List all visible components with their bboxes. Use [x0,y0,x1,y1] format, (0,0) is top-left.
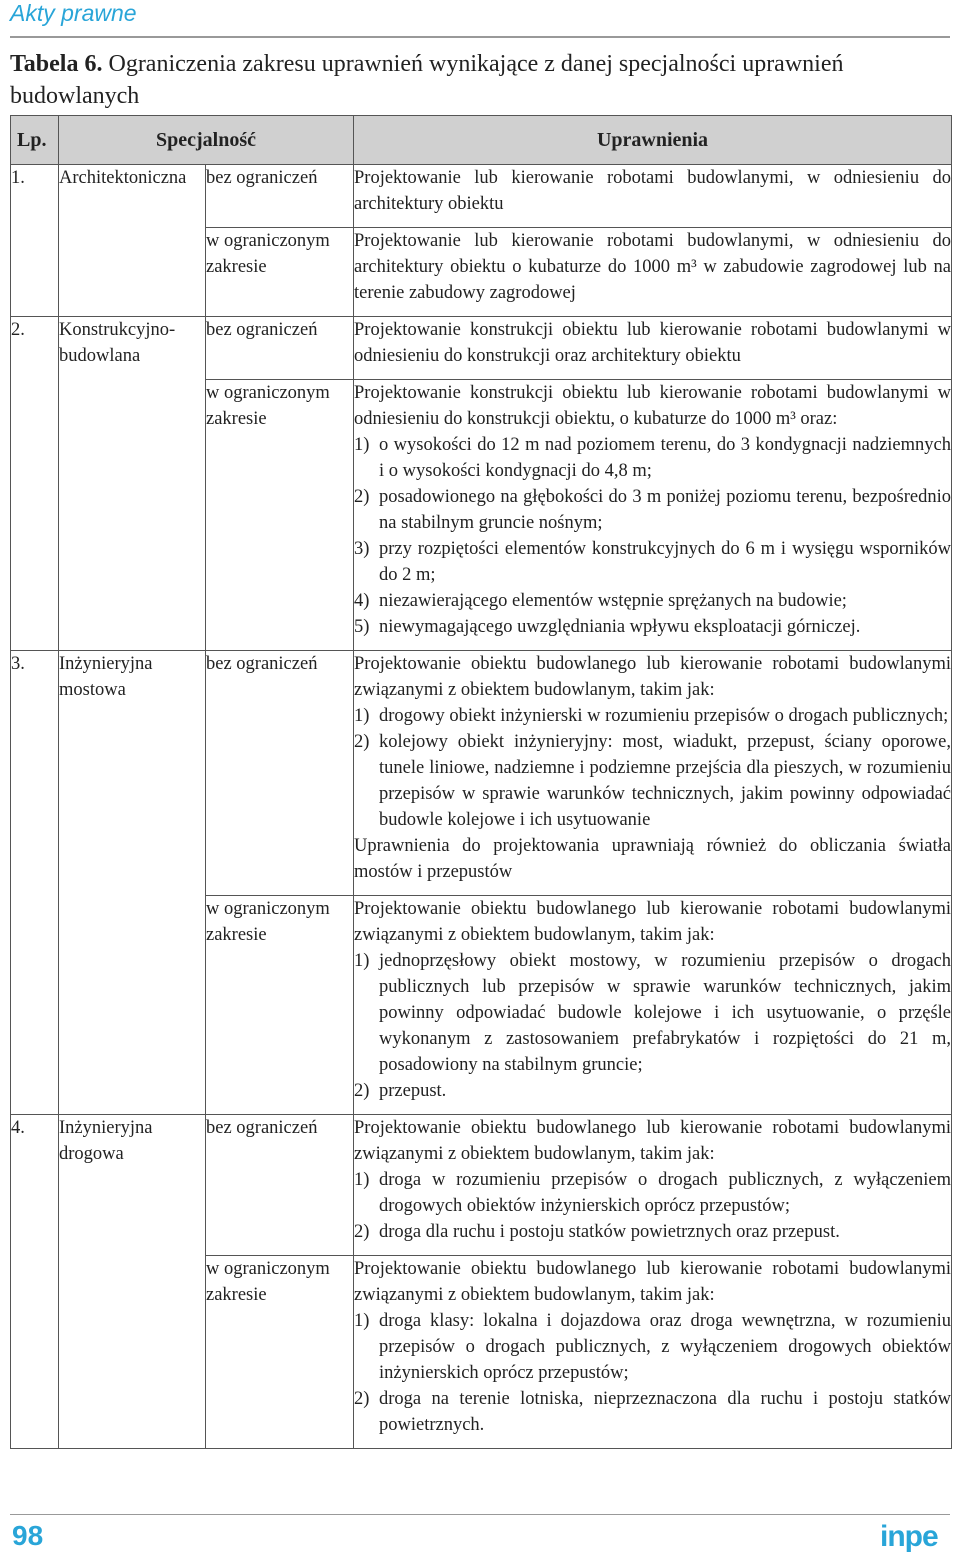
item-number: 1) [354,1311,370,1331]
permission-item [354,948,951,1078]
scope-label: w ograniczonym zakresie [206,231,330,277]
item-number: 1) [354,951,370,971]
permission-text: Projektowanie lub kierowanie robotami budowlanymi, w odniesieniu do architektury obiektu o kubaturze do 1000 m³ w zabudowie zagrodowej lub na terenie zabudowy zagrodowej [354,231,951,303]
permission-item [354,1308,951,1386]
permission-description [354,1115,952,1256]
table-caption-label: Tabela 6. [10,51,103,77]
table-row [11,165,952,228]
permission-text: Projektowanie lub kierowanie robotami budowlanymi, w odniesieniu do architektury obiektu [354,168,951,214]
permission-text: Projektowanie obiektu budowlanego lub kierowanie robotami budowlanymi związanymi z obiektem budowlanym, takim jak: [354,1259,951,1305]
item-number: 2) [354,732,370,752]
scope-cell [206,1256,354,1449]
permission-description [354,1256,952,1449]
permissions-table [10,115,952,1449]
permission-item [354,1167,951,1219]
permission-items [354,703,951,833]
item-number: 2) [354,1081,370,1101]
permission-item [354,703,951,729]
page-number: 98 [12,1520,44,1551]
item-text: kolejowy obiekt inżynieryjny: most, wiadukt, przepust, ściany oporowe, tunele liniowe, nadziemne i podziemne przejścia dla pieszych, w rozumieniu przepisów w sprawie warunków technicznych, jakim powinny odpowiadać budowle kolejowe i ich usytuowanie [379,732,951,830]
footer-divider [10,1514,950,1515]
permission-description [354,651,952,896]
permission-items [354,1308,951,1448]
permission-description [354,896,952,1115]
scope-label: bez ograniczeń [206,654,318,674]
scope-cell [206,380,354,651]
item-number: 2) [354,1222,370,1242]
permission-items [354,948,951,1114]
item-number: 1) [354,706,370,726]
publisher-logo: inpe [880,1520,938,1553]
table-caption [10,48,950,112]
permission-item [354,432,951,484]
specialty-name: Architektoniczna [59,165,206,317]
permission-item [354,536,951,588]
permission-description [354,317,952,380]
item-number: 1) [354,1170,370,1190]
section-title: Akty prawne [10,0,137,26]
permission-items [354,432,951,650]
scope-cell [206,165,354,228]
table-row [11,1115,952,1256]
scope-cell [206,317,354,380]
scope-label: bez ograniczeń [206,320,318,340]
scope-cell [206,228,354,317]
item-text: droga w rozumieniu przepisów o drogach publicznych, z wyłączeniem drogowych obiektów inżynierskich oprócz przepustów; [379,1170,951,1216]
permission-item [354,1386,951,1438]
item-text: droga klasy: lokalna i dojazdowa oraz droga wewnętrzna, w rozumieniu przepisów o drogach publicznych, z wyłączeniem drogowych obiektów inżynierskich oprócz przepustów; [379,1311,951,1383]
permission-text: Projektowanie obiektu budowlanego lub kierowanie robotami budowlanymi związanymi z obiektem budowlanym, takim jak: [354,899,951,945]
table-row [11,651,952,896]
item-number: 4) [354,591,370,611]
permission-text: Projektowanie konstrukcji obiektu lub kierowanie robotami budowlanymi w odniesieniu do konstrukcji obiektu, o kubaturze do 1000 m³ oraz: [354,383,951,429]
permission-item [354,729,951,833]
column-header-uprawnienia: Uprawnienia [354,116,952,165]
row-number: 1. [11,165,59,317]
row-number: 3. [11,651,59,1115]
item-text: niezawierającego elementów wstępnie sprężanych na budowie; [379,591,847,611]
permission-items [354,1167,951,1255]
permission-item [354,588,951,614]
column-header-lp: Lp. [11,116,59,165]
scope-label: w ograniczonym zakresie [206,383,330,429]
table-caption-text: Ograniczenia zakresu uprawnień wynikające z danej specjalności uprawnień budowlanych [10,51,844,109]
permission-item [354,1078,951,1104]
table-body [11,165,952,1449]
item-number: 2) [354,1389,370,1409]
permission-item [354,1219,951,1245]
item-number: 1) [354,435,370,455]
permission-description [354,380,952,651]
permission-item [354,484,951,536]
item-number: 3) [354,539,370,559]
table-row [11,317,952,380]
scope-label: bez ograniczeń [206,1118,318,1138]
scope-cell [206,651,354,896]
permission-text: Projektowanie obiektu budowlanego lub kierowanie robotami budowlanymi związanymi z obiektem budowlanym, takim jak: [354,654,951,700]
permission-text: Projektowanie obiektu budowlanego lub kierowanie robotami budowlanymi związanymi z obiektem budowlanym, takim jak: [354,1118,951,1164]
row-number: 2. [11,317,59,651]
column-header-spec: Specjalność [59,116,354,165]
permission-text: Projektowanie konstrukcji obiektu lub kierowanie robotami budowlanymi w odniesieniu do konstrukcji oraz architektury obiektu [354,320,951,366]
item-text: droga dla ruchu i postoju statków powietrznych oraz przepust. [379,1222,840,1242]
item-text: niewymagającego uwzględniania wpływu eksploatacji górniczej. [379,617,861,637]
item-text: jednoprzęsłowy obiekt mostowy, w rozumieniu przepisów o drogach publicznych lub przepisów w sprawie warunków technicznych, jakim powinny odpowiadać budowle kolejowe i ich usytuowanie, o przęśle wykonanym z zastosowaniem prefabrykatów i rozpiętości do 21 m, posadowiony na stabilnym gruncie; [379,951,951,1075]
header-divider [10,36,950,38]
specialty-name: Konstrukcyjno-budowlana [59,317,206,651]
item-text: posadowionego na głębokości do 3 m poniżej poziomu terenu, bezpośrednio na stabilnym gruncie nośnym; [379,487,951,533]
scope-cell [206,896,354,1115]
specialty-name: Inżynieryjna mostowa [59,651,206,1115]
item-number: 5) [354,617,370,637]
scope-cell [206,1115,354,1256]
scope-label: w ograniczonym zakresie [206,899,330,945]
item-text: o wysokości do 12 m nad poziomem terenu, do 3 kondygnacji nadziemnych i o wysokości kondygnacji do 4,8 m; [379,435,951,481]
row-number: 4. [11,1115,59,1449]
item-text: przy rozpiętości elementów konstrukcyjnych do 6 m i wysięgu wsporników do 2 m; [379,539,951,585]
scope-label: bez ograniczeń [206,168,318,188]
scope-label: w ograniczonym zakresie [206,1259,330,1305]
item-text: drogowy obiekt inżynierski w rozumieniu przepisów o drogach publicznych; [379,706,949,726]
permission-description [354,165,952,228]
table-header-row [11,116,952,165]
permission-item [354,614,951,640]
item-number: 2) [354,487,370,507]
item-text: droga na terenie lotniska, nieprzeznaczona dla ruchu i postoju statków powietrznych. [379,1389,951,1435]
permission-description [354,228,952,317]
permission-note: Uprawnienia do projektowania uprawniają również do obliczania światła mostów i przepustów [354,836,951,882]
specialty-name: Inżynieryjna drogowa [59,1115,206,1449]
item-text: przepust. [379,1081,447,1101]
